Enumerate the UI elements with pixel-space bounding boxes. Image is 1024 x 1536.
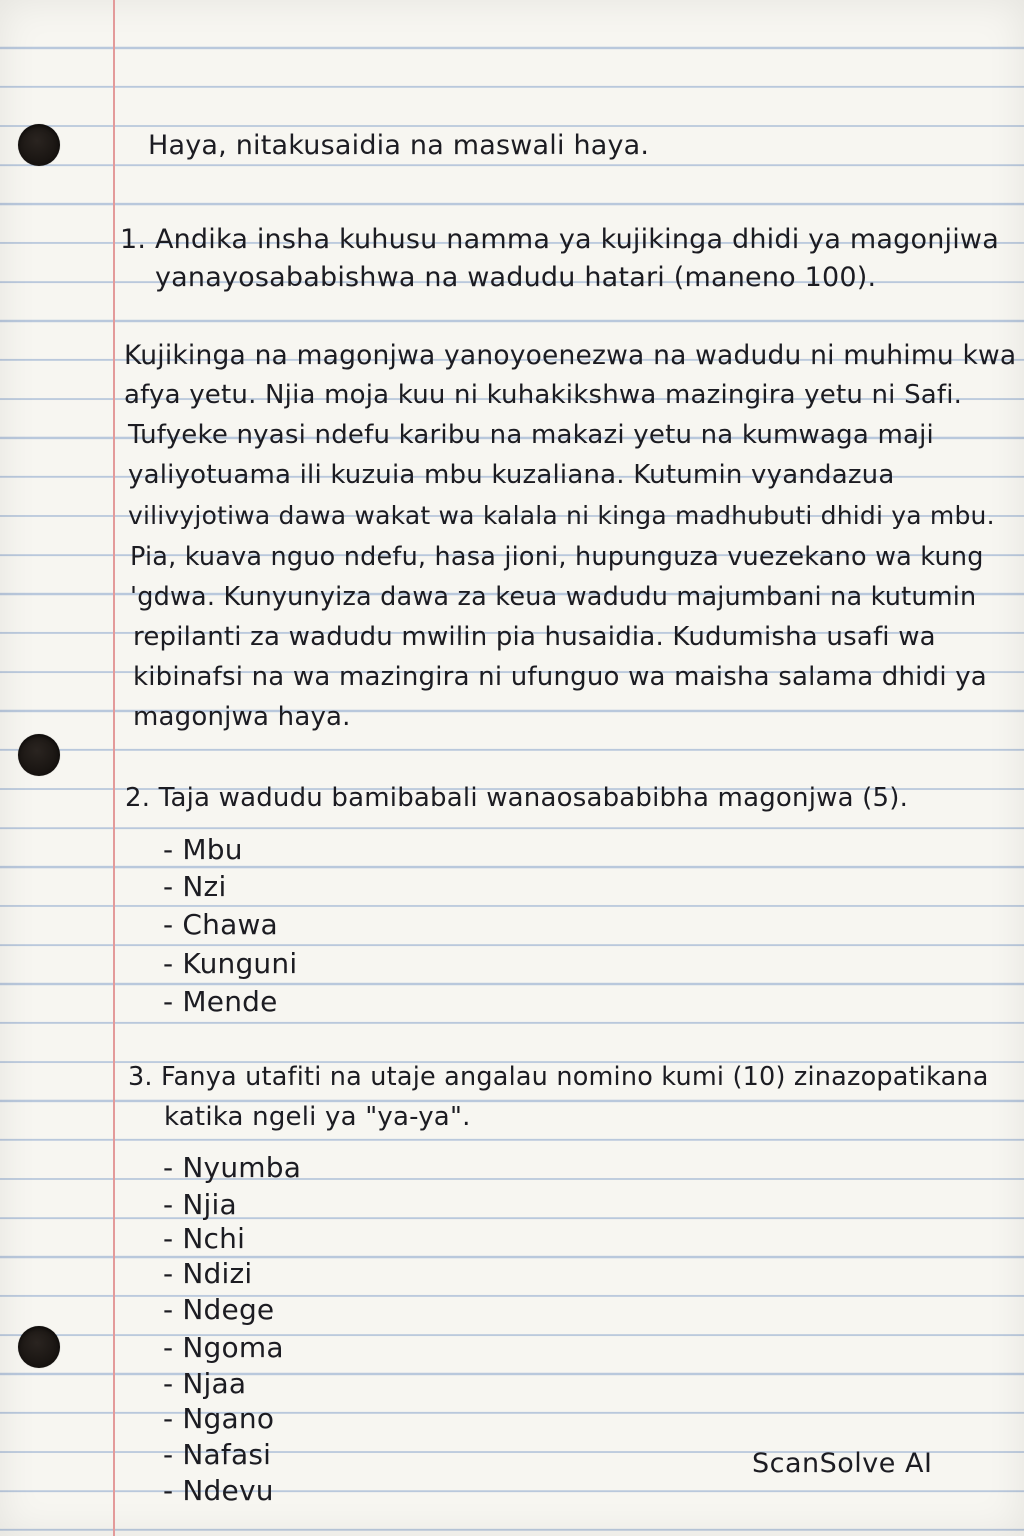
essay-line: yaliyotuama ili kuzuia mbu kuzaliana. Kutumin vyandazua bbox=[128, 460, 895, 490]
list-item: - Mbu bbox=[163, 833, 243, 866]
essay-line: Pia, kuava nguo ndefu, hasa jioni, hupunguza vuezekano wa kung bbox=[130, 542, 984, 572]
list-item: - Kunguni bbox=[163, 947, 298, 980]
question-1-line-1: 1. Andika insha kuhusu namma ya kujikinga dhidi ya magonjiwa bbox=[120, 224, 999, 255]
essay-line: magonjwa haya. bbox=[133, 702, 351, 732]
intro-text: Haya, nitakusaidia na maswali haya. bbox=[148, 130, 650, 161]
brand-watermark: ScanSolve AI bbox=[752, 1448, 933, 1479]
question-1-line-2: yanayosababishwa na wadudu hatari (maneno 100). bbox=[155, 262, 877, 293]
question-2-line: 2. Taja wadudu bamibabali wanaosababibha magonjwa (5). bbox=[125, 783, 909, 813]
list-item: - Nyumba bbox=[163, 1151, 302, 1184]
list-item: - Njaa bbox=[163, 1367, 247, 1400]
essay-line: 'gdwa. Kunyunyiza dawa za keua wadudu majumbani na kutumin bbox=[130, 582, 977, 612]
binder-hole bbox=[18, 124, 60, 166]
question-3-line-2: katika ngeli ya "ya-ya". bbox=[164, 1102, 471, 1132]
binder-hole bbox=[18, 1326, 60, 1368]
essay-line: Tufyeke nyasi ndefu karibu na makazi yetu na kumwaga maji bbox=[128, 420, 934, 450]
essay-line: afya yetu. Njia moja kuu ni kuhakikshwa mazingira yetu ni Safi. bbox=[124, 380, 963, 410]
margin-line bbox=[113, 0, 115, 1536]
list-item: - Nafasi bbox=[163, 1438, 272, 1471]
list-item: - Nzi bbox=[163, 870, 227, 903]
essay-line: kibinafsi na wa mazingira ni ufunguo wa maisha salama dhidi ya bbox=[133, 662, 987, 692]
list-item: - Njia bbox=[163, 1188, 237, 1221]
essay-line: Kujikinga na magonjwa yanoyoenezwa na wadudu ni muhimu kwa bbox=[124, 340, 1017, 371]
question-3-line-1: 3. Fanya utafiti na utaje angalau nomino kumi (10) zinazopatikana bbox=[128, 1062, 989, 1092]
binder-hole bbox=[18, 734, 60, 776]
list-item: - Ndevu bbox=[163, 1474, 274, 1507]
list-item: - Nchi bbox=[163, 1222, 246, 1255]
list-item: - Ngano bbox=[163, 1402, 275, 1435]
list-item: - Ndege bbox=[163, 1293, 275, 1326]
list-item: - Chawa bbox=[163, 908, 278, 941]
list-item: - Ndizi bbox=[163, 1257, 253, 1290]
list-item: - Ngoma bbox=[163, 1331, 284, 1364]
essay-line: vilivyjotiwa dawa wakat wa kalala ni kinga madhubuti dhidi ya mbu. bbox=[128, 501, 995, 530]
essay-line: repilanti za wadudu mwilin pia husaidia. Kudumisha usafi wa bbox=[133, 622, 936, 652]
list-item: - Mende bbox=[163, 985, 278, 1018]
